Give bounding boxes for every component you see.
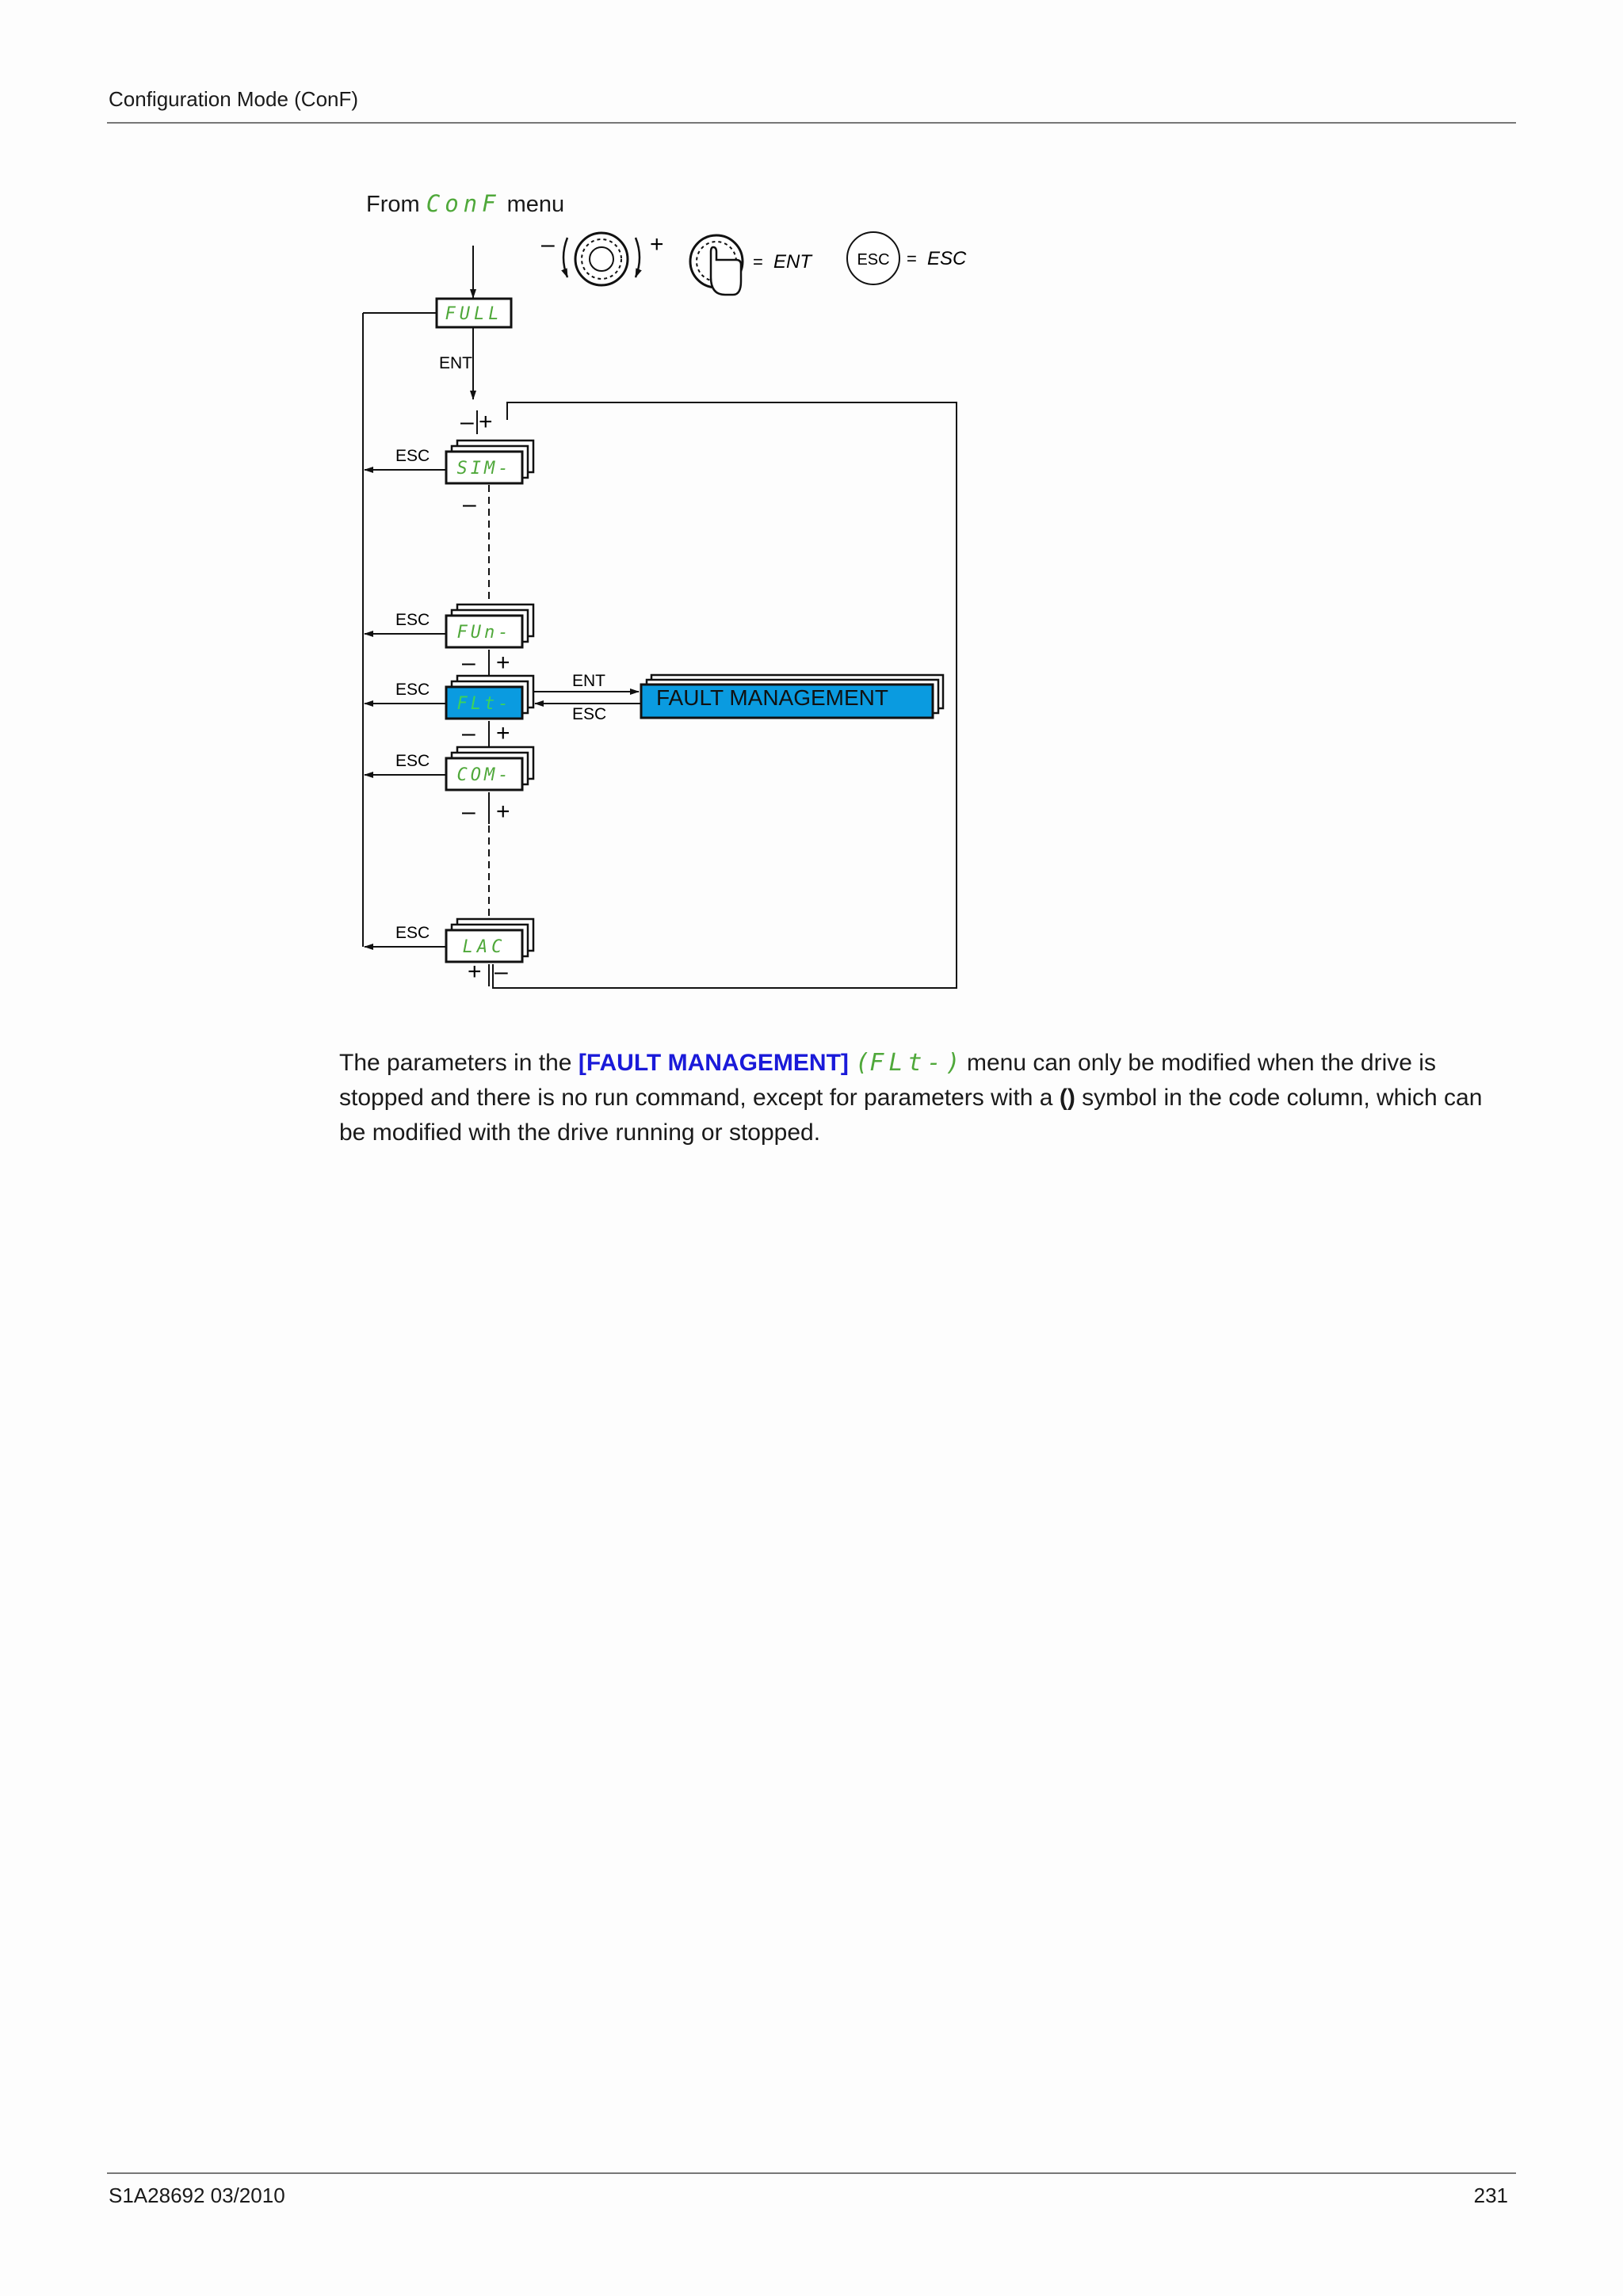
footer-divider (107, 2172, 1516, 2174)
legend-minus: – (541, 231, 555, 257)
sim-minus-below: – (463, 491, 476, 517)
body-paragraph (339, 1046, 1520, 1150)
esc-sim-label: ESC (395, 447, 430, 465)
body-line-1 (339, 1046, 1520, 1081)
fun-plus: + (496, 650, 510, 676)
node-flt (446, 676, 533, 719)
jog-dial-rotate-icon (541, 231, 664, 285)
menu-label: menu (506, 192, 565, 217)
body-text-1b: menu can only be modified when the drive is (966, 1050, 1436, 1076)
sim-minus: – (460, 409, 474, 435)
esc-com-label: ESC (395, 752, 430, 770)
conf-code: ConF (426, 190, 501, 217)
esc-key-label: ESC (857, 251, 890, 269)
body-text-1a: The parameters in the (339, 1050, 572, 1076)
from-label: From (366, 192, 420, 217)
node-fun (446, 605, 533, 647)
esc-fault-label: ESC (572, 705, 607, 723)
esc-fun-label: ESC (395, 611, 430, 629)
node-lac-label: LAC (462, 937, 506, 957)
fun-minus: – (462, 650, 475, 676)
node-com (446, 747, 533, 790)
ent-top-label: ENT (439, 354, 472, 372)
flt-code: FLt- (869, 1049, 946, 1077)
menu-navigation-diagram (0, 0, 1623, 1030)
body-text-2a: stopped and there is no run command, except for parameters with a (339, 1085, 1053, 1111)
fault-management-box (641, 675, 943, 718)
ent-flt-label: ENT (572, 672, 605, 690)
com-plus: + (496, 799, 510, 825)
fault-management-link[interactable]: [FAULT MANAGEMENT] (578, 1050, 849, 1076)
esc-flt-label: ESC (395, 681, 430, 699)
flt-plus: + (496, 720, 510, 746)
flt-minus: – (462, 720, 475, 746)
footer-document-ref: S1A28692 03/2010 (109, 2183, 285, 2207)
ent-equals: = (753, 252, 763, 272)
com-minus: – (462, 799, 475, 825)
node-com-label: COM- (456, 765, 512, 785)
legend-plus: + (650, 231, 664, 257)
lac-minus: – (495, 959, 508, 985)
body-line-3: be modified with the drive running or stopped. (339, 1119, 821, 1146)
footer-page-number: 231 (1473, 2183, 1508, 2207)
fault-management-label: FAULT MANAGEMENT (656, 685, 889, 710)
node-lac (446, 919, 533, 962)
node-flt-label: FLt- (456, 694, 512, 714)
sim-plus: + (479, 409, 493, 435)
code-paren-open: ( (855, 1049, 870, 1077)
node-sim-label: SIM- (456, 459, 512, 479)
node-full-label: FULL (445, 304, 503, 324)
node-sim (446, 441, 533, 483)
lac-plus: + (468, 959, 482, 985)
body-text-2b: symbol in the code column, which can (1082, 1085, 1483, 1111)
run-modify-symbol-icon: () (1059, 1085, 1075, 1111)
node-full (437, 299, 511, 327)
esc-equals: = (907, 249, 917, 269)
esc-legend-label: ESC (927, 248, 967, 269)
body-line-2 (339, 1081, 1520, 1116)
jog-dial-press-icon (690, 235, 743, 295)
page-header-title: Configuration Mode (ConF) (109, 87, 359, 111)
esc-lac-label: ESC (395, 924, 430, 942)
node-fun-label: FUn- (456, 623, 512, 643)
ent-legend-label: ENT (773, 251, 812, 273)
code-paren-close: ) (945, 1049, 960, 1077)
